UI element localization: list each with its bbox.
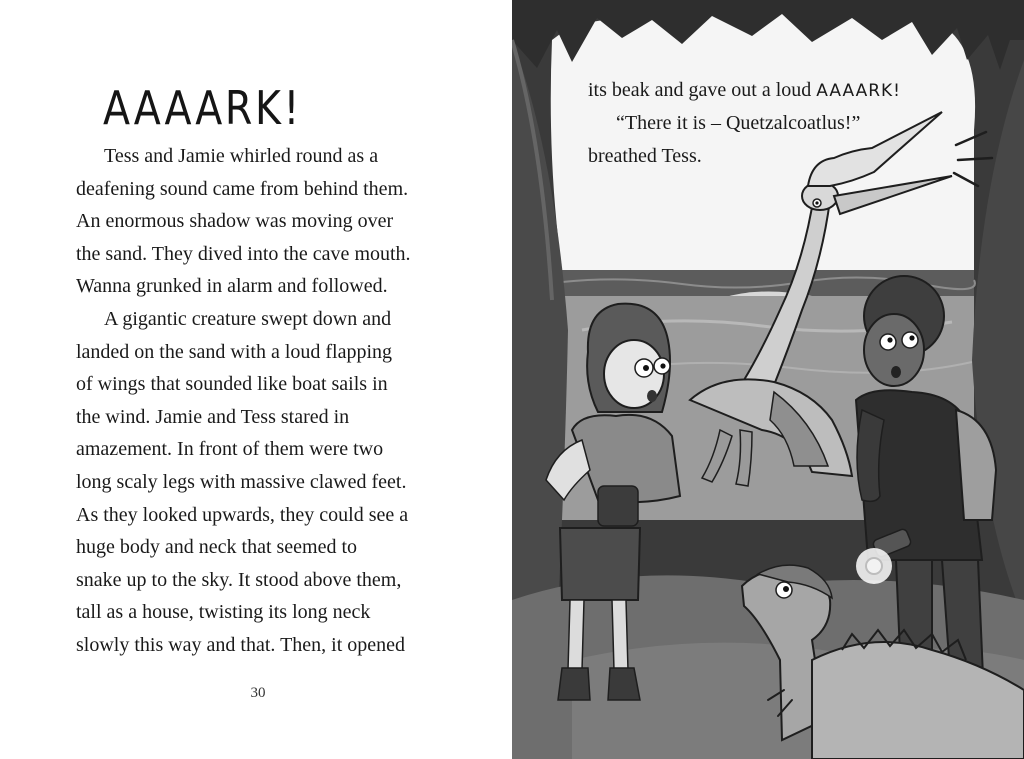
text-line: the sand. They dived into the cave mouth. <box>76 242 411 265</box>
text-line: breathed Tess. <box>588 145 702 167</box>
text-line: landed on the sand with a loud flapping <box>76 340 393 363</box>
text-line <box>588 74 1008 107</box>
chapter-title: AAAARK! <box>103 81 302 135</box>
text-line: Wanna grunked in alarm and followed. <box>76 275 388 298</box>
right-page <box>512 0 1024 759</box>
text-fragment: its beak and gave out a loud <box>588 79 817 101</box>
text-line: long scaly legs with massive clawed feet. <box>76 470 407 493</box>
text-line: “There it is – Quetzalcoatlus!” <box>616 112 861 134</box>
text-line: slowly this way and that. Then, it opened <box>76 633 406 656</box>
text-line: huge body and neck that seemed to <box>76 536 358 559</box>
text-line: An enormous shadow was moving over <box>76 210 394 233</box>
text-line: of wings that sounded like boat sails in <box>76 373 388 396</box>
text-line: snake up to the sky. It stood above them, <box>76 568 402 591</box>
sound-effect: AAAARK! <box>816 81 901 101</box>
body-text <box>76 140 496 662</box>
text-line: Tess and Jamie whirled round as a <box>104 145 379 167</box>
text-line: deafening sound came from behind them. <box>76 177 409 200</box>
text-line: amazement. In front of them were two <box>76 438 384 461</box>
page-number: 30 <box>250 685 266 701</box>
text-line: tall as a house, twisting its long neck <box>76 601 371 624</box>
text-line: the wind. Jamie and Tess stared in <box>76 405 350 428</box>
right-body-text <box>588 74 1008 173</box>
text-line: A gigantic creature swept down and <box>104 307 392 330</box>
text-line: As they looked upwards, they could see a <box>76 503 409 526</box>
